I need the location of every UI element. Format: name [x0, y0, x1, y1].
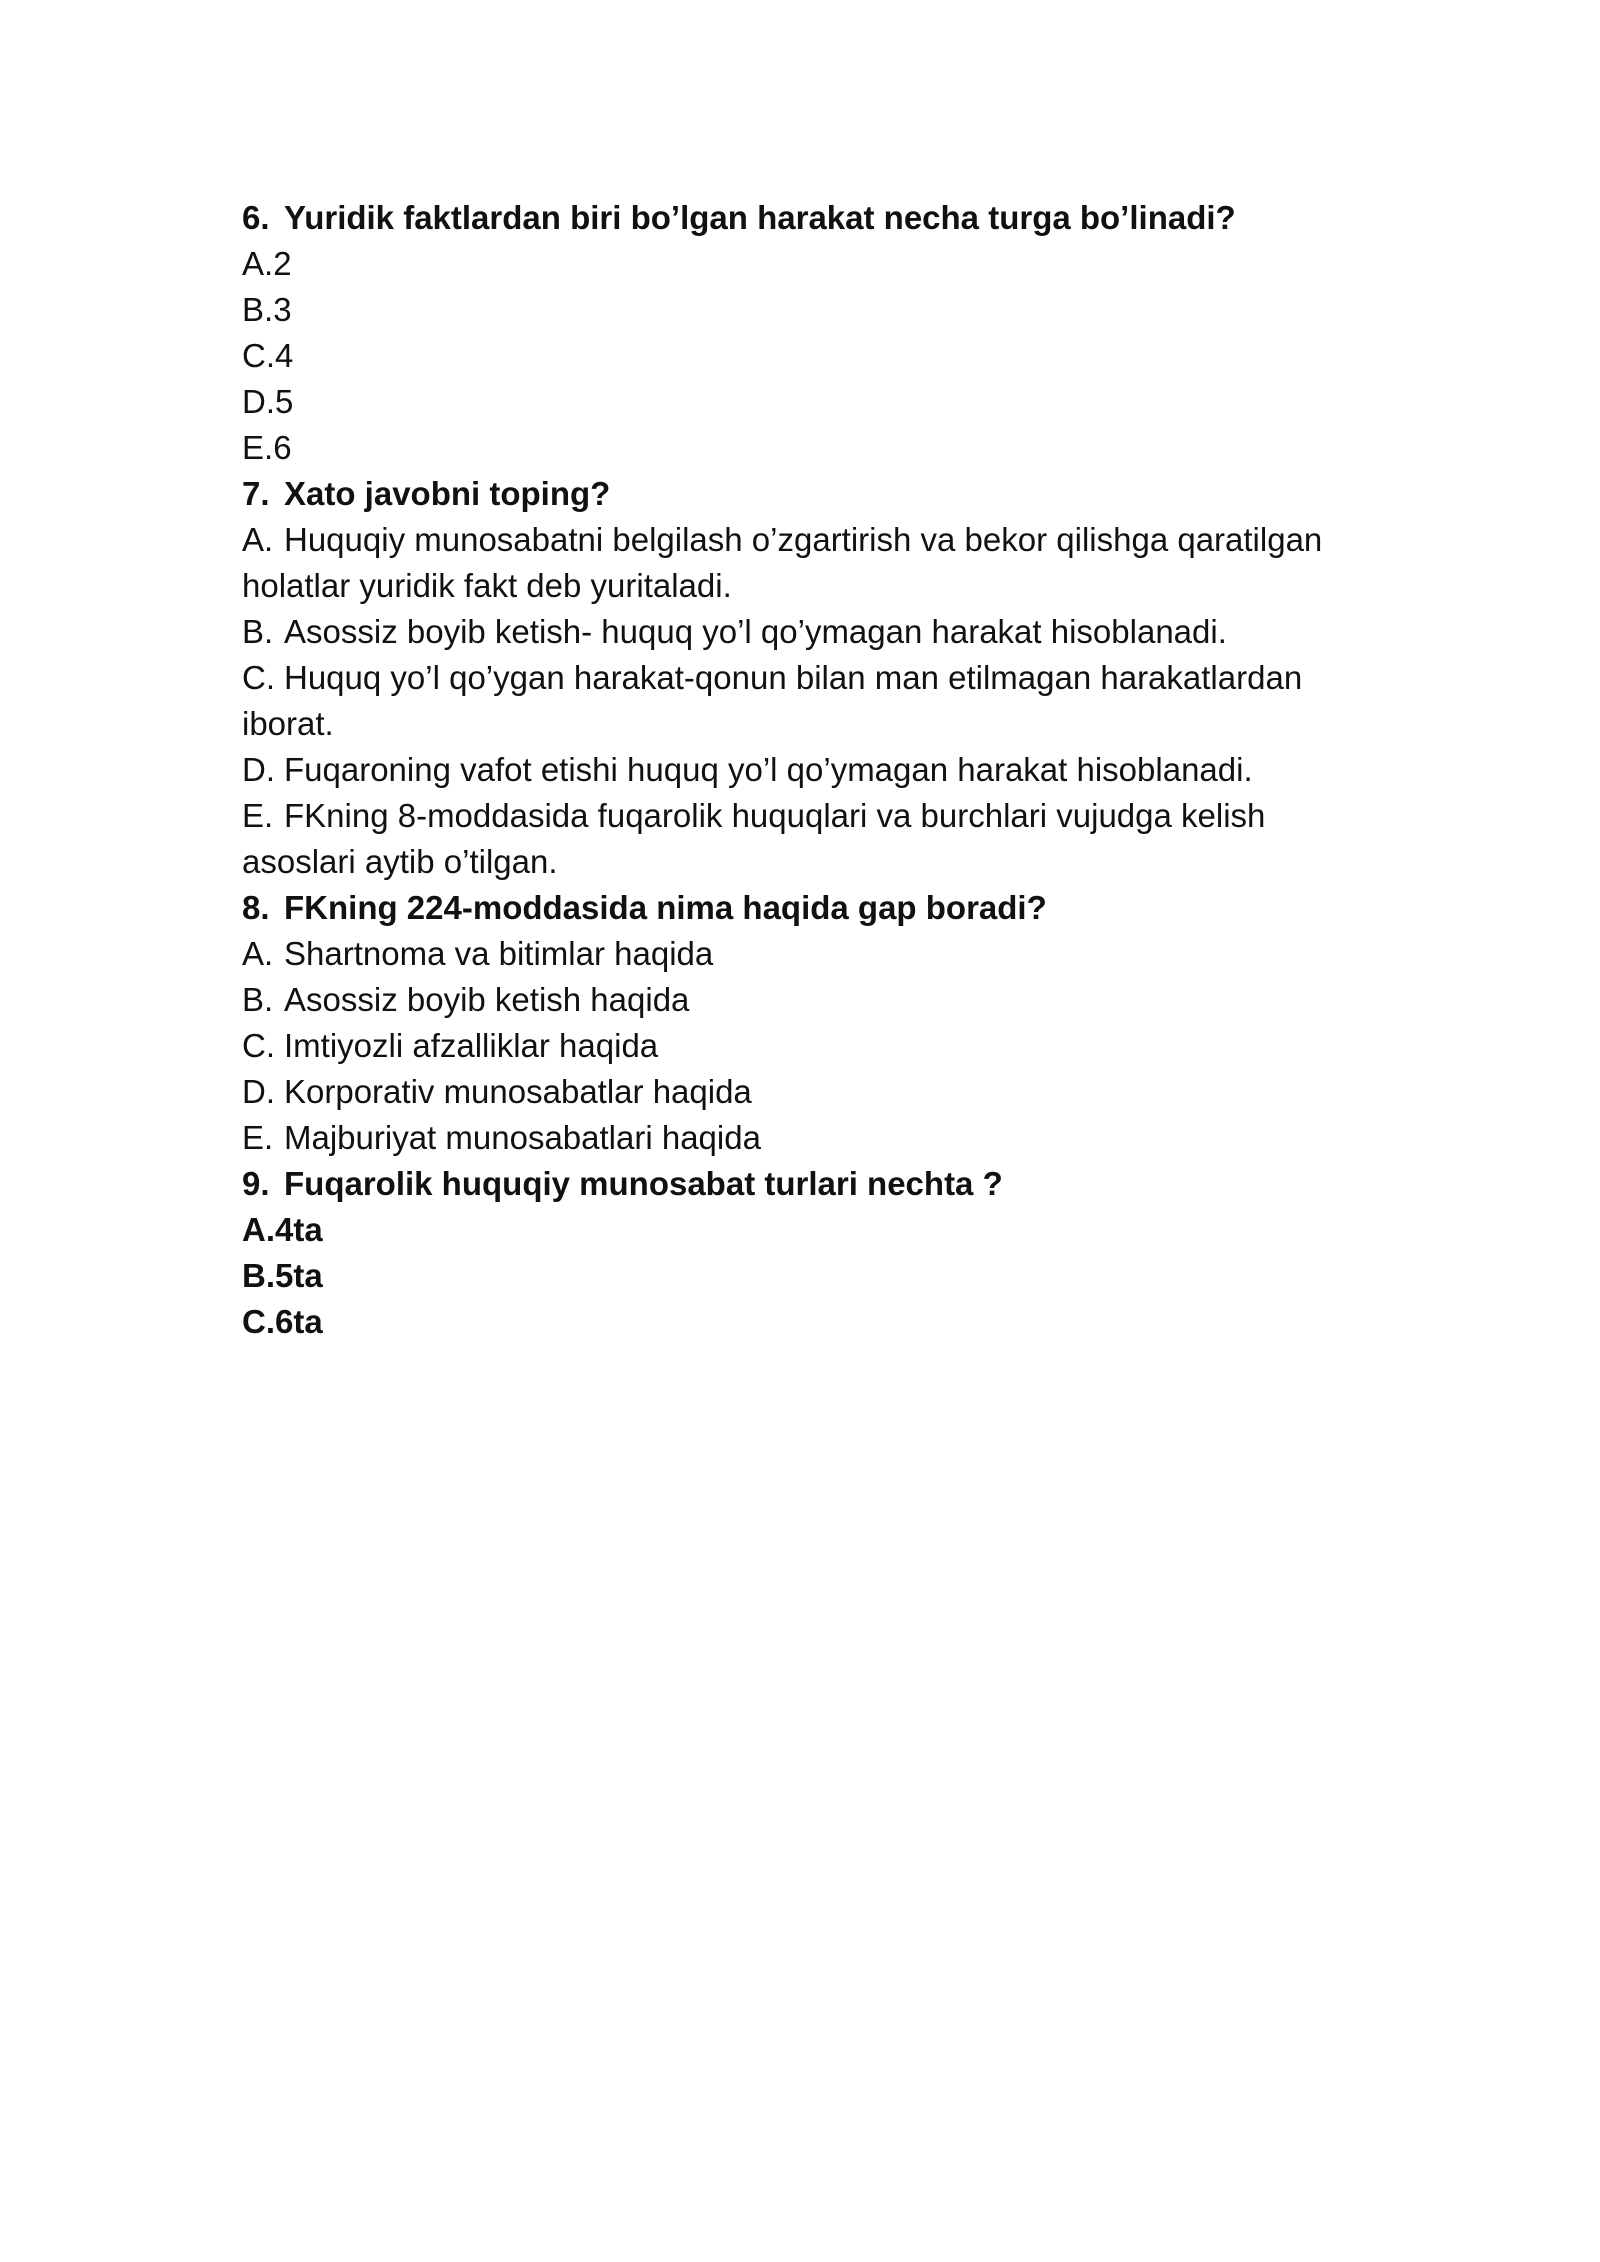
- option-letter: B.: [242, 981, 274, 1018]
- option-8c: [242, 1023, 1382, 1069]
- option-text: Fuqaroning vafot etishi huquq yo’l qo’ymagan harakat hisoblanadi.: [284, 751, 1253, 788]
- question-number: 9.: [242, 1165, 270, 1202]
- option-text: 3: [273, 291, 292, 328]
- option-letter: D.: [242, 751, 275, 788]
- option-letter: A.: [242, 935, 274, 972]
- question-7: [242, 471, 1382, 517]
- option-letter: C.: [242, 659, 275, 696]
- option-letter: E.: [242, 1119, 274, 1156]
- option-letter: C.: [242, 337, 275, 374]
- option-7b: [242, 609, 1382, 655]
- question-text: Xato javobni toping?: [284, 475, 611, 512]
- option-text: 4: [275, 337, 294, 374]
- question-text: Fuqarolik huquqiy munosabat turlari nechta ?: [284, 1165, 1003, 1202]
- option-9b: [242, 1253, 1382, 1299]
- option-text: 6: [273, 429, 292, 466]
- option-text: Huquq yo’l qo’ygan harakat-qonun bilan man etilmagan harakatlardan iborat.: [242, 659, 1303, 742]
- option-8b: [242, 977, 1382, 1023]
- option-letter: D.: [242, 383, 275, 420]
- option-6e: [242, 425, 1382, 471]
- option-9c: [242, 1299, 1382, 1345]
- question-8: [242, 885, 1382, 931]
- option-text: Asossiz boyib ketish- huquq yo’l qo’ymagan harakat hisoblanadi.: [284, 613, 1227, 650]
- option-7d: [242, 747, 1382, 793]
- option-letter: E.: [242, 797, 274, 834]
- option-letter: B.: [242, 613, 274, 650]
- option-letter: A.: [242, 521, 274, 558]
- option-text: Korporativ munosabatlar haqida: [284, 1073, 752, 1110]
- question-number: 8.: [242, 889, 270, 926]
- option-letter: B.: [242, 1257, 275, 1294]
- option-letter: E.: [242, 429, 274, 466]
- option-text: Shartnoma va bitimlar haqida: [284, 935, 714, 972]
- option-text: 6ta: [275, 1303, 323, 1340]
- option-6b: [242, 287, 1382, 333]
- test-content: [242, 195, 1382, 1345]
- option-letter: B.: [242, 291, 274, 328]
- question-number: 7.: [242, 475, 270, 512]
- question-text: FKning 224-moddasida nima haqida gap boradi?: [284, 889, 1047, 926]
- option-6a: [242, 241, 1382, 287]
- option-text: 5ta: [275, 1257, 323, 1294]
- option-7a: [242, 517, 1382, 609]
- option-text: Asossiz boyib ketish haqida: [284, 981, 690, 1018]
- question-number: 6.: [242, 199, 270, 236]
- option-7e: [242, 793, 1382, 885]
- option-letter: A.: [242, 1211, 275, 1248]
- option-6c: [242, 333, 1382, 379]
- option-text: FKning 8-moddasida fuqarolik huquqlari va burchlari vujudga kelish asoslari aytib o’tilgan.: [242, 797, 1266, 880]
- question-9: [242, 1161, 1382, 1207]
- option-8e: [242, 1115, 1382, 1161]
- option-text: Imtiyozli afzalliklar haqida: [284, 1027, 659, 1064]
- option-letter: C.: [242, 1303, 275, 1340]
- option-8a: [242, 931, 1382, 977]
- question-6: [242, 195, 1382, 241]
- option-letter: C.: [242, 1027, 275, 1064]
- option-text: Majburiyat munosabatlari haqida: [284, 1119, 761, 1156]
- option-text: 5: [275, 383, 294, 420]
- question-text: Yuridik faktlardan biri bo’lgan harakat necha turga bo’linadi?: [284, 199, 1236, 236]
- option-letter: D.: [242, 1073, 275, 1110]
- option-8d: [242, 1069, 1382, 1115]
- option-letter: A.: [242, 245, 274, 282]
- option-text: 2: [273, 245, 292, 282]
- option-7c: [242, 655, 1382, 747]
- option-6d: [242, 379, 1382, 425]
- option-9a: [242, 1207, 1382, 1253]
- option-text: 4ta: [275, 1211, 323, 1248]
- option-text: Huquqiy munosabatni belgilash o’zgartirish va bekor qilishga qaratilgan holatlar yuridik fakt deb yuritaladi.: [242, 521, 1323, 604]
